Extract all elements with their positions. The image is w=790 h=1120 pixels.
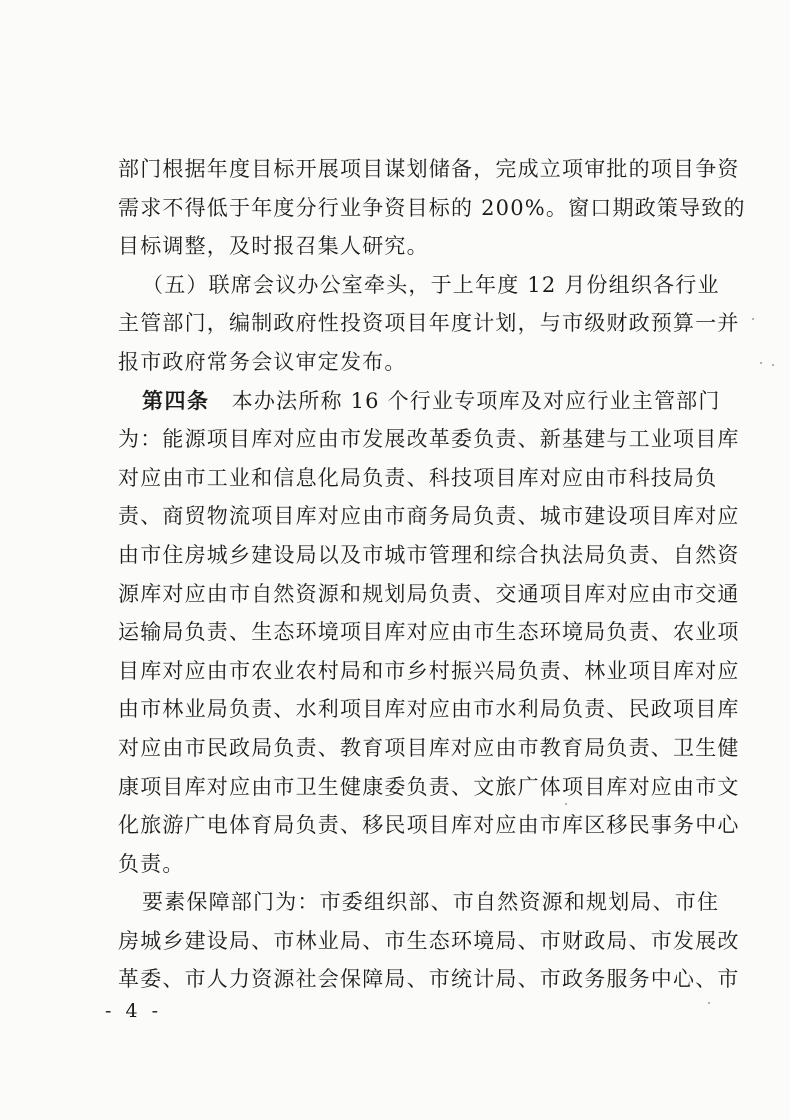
text-line: 需求不得低于年度分行业争资目标的 200%。窗口期政策导致的 bbox=[118, 195, 746, 220]
text-line: 对应由市工业和信息化局负责、科技项目库对应由市科技局负 bbox=[118, 465, 718, 490]
text-line: 由市住房城乡建设局以及市城市管理和综合执法局负责、自然资 bbox=[118, 542, 740, 567]
scan-speck bbox=[772, 364, 774, 366]
scan-speck bbox=[752, 318, 754, 320]
text-line: 对应由市民政局负责、教育项目库对应由市教育局负责、卫生健 bbox=[118, 735, 740, 760]
text-line: 运输局负责、生态环境项目库对应由市生态环境局负责、农业项 bbox=[118, 620, 740, 645]
text-line: 房城乡建设局、市林业局、市生态环境局、市财政局、市发展改 bbox=[118, 928, 740, 953]
text-line: 本办法所称 16 个行业专项库及对应行业主管部门 bbox=[231, 388, 721, 413]
text-line: 由市林业局负责、水利项目库对应由市水利局负责、民政项目库 bbox=[118, 697, 740, 722]
scan-speck bbox=[708, 1002, 710, 1004]
body-text bbox=[118, 150, 746, 999]
text-line: 要素保障部门为：市委组织部、市自然资源和规划局、市住 bbox=[142, 890, 720, 915]
text-line: 源库对应由市自然资源和规划局负责、交通项目库对应由市交通 bbox=[118, 581, 740, 606]
scan-speck bbox=[565, 803, 567, 805]
text-line: 目标调整，及时报召集人研究。 bbox=[118, 234, 429, 259]
text-line: 报市政府常务会议审定发布。 bbox=[118, 349, 407, 374]
text-line: 康项目库对应由市卫生健康委负责、文旅广体项目库对应由市文 bbox=[118, 774, 740, 799]
page-number: - 4 - bbox=[105, 1000, 163, 1022]
text-line: 为：能源项目库对应由市发展改革委负责、新基建与工业项目库 bbox=[118, 427, 740, 452]
scan-speck bbox=[760, 362, 762, 364]
text-line: （五）联席会议办公室牵头，于上年度 12 月份组织各行业 bbox=[142, 272, 720, 297]
text-line: 化旅游广电体育局负责、移民项目库对应由市库区移民事务中心 bbox=[118, 813, 740, 838]
text-line: 主管部门，编制政府性投资项目年度计划，与市级财政预算一并 bbox=[118, 311, 740, 336]
article-heading: 第四条 bbox=[142, 387, 210, 413]
text-line: 革委、市人力资源社会保障局、市统计局、市政务服务中心、市 bbox=[118, 967, 740, 992]
text-line: 目库对应由市农业农村局和市乡村振兴局负责、林业项目库对应 bbox=[118, 658, 740, 683]
article-first-line bbox=[118, 382, 721, 421]
text-line: 部门根据年度目标开展项目谋划储备，完成立项审批的项目争资 bbox=[118, 157, 740, 181]
text-line: 责、商贸物流项目库对应由市商务局负责、城市建设项目库对应 bbox=[118, 504, 740, 529]
text-line: 负责。 bbox=[118, 851, 185, 876]
